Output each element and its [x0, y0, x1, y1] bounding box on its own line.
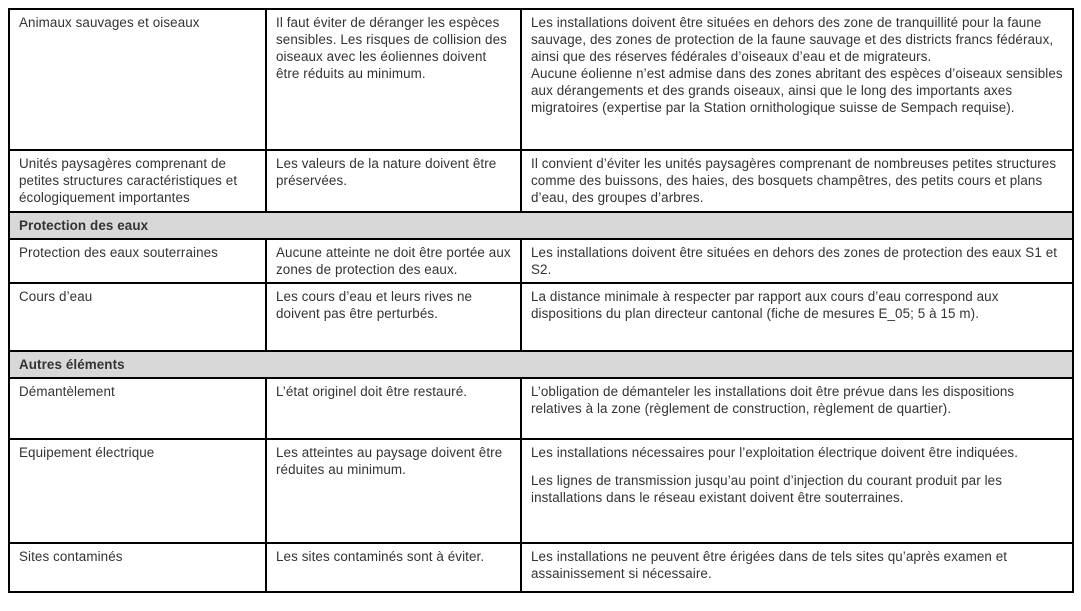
- requirement-cell: [521, 439, 1073, 543]
- requirement-paragraph: Il convient d’éviter les unités paysagères comprenant de nombreuses petites structures comme des buissons, des haies, des bosquets champêtres, des petits cours et plans d’eau, des groupes d’arbres.: [531, 156, 1057, 205]
- requirement-cell: [521, 9, 1073, 150]
- criterion-text: Equipement électrique: [19, 445, 155, 460]
- row-cours-deau: [9, 283, 1073, 351]
- principle-text: Les valeurs de la nature doivent être préservées.: [276, 156, 497, 188]
- criterion-text: Protection des eaux souterraines: [19, 245, 218, 260]
- row-unites-paysageres: [9, 150, 1073, 212]
- requirement-paragraph: Les installations doivent être situées en dehors des zone de tranquillité pour la faune sauvage, des zones de protection de la faune sauvage et des districts francs fédéraux, ainsi que des réserves fédérales d’oiseaux d’eau et de migrateurs.: [531, 15, 1054, 64]
- principle-text: Aucune atteinte ne doit être portée aux zones de protection des eaux.: [276, 245, 511, 277]
- criterion-cell: [9, 439, 266, 543]
- requirement-paragraph: L’obligation de démanteler les installations doit être prévue dans les dispositions relatives à la zone (règlement de construction, règlement de quartier).: [531, 384, 1015, 416]
- wind-turbine-environment-criteria-table: [8, 8, 1074, 593]
- criterion-text: Unités paysagères comprenant de petites structures caractéristiques et écologiquement importantes: [19, 156, 238, 205]
- requirement-cell: [521, 378, 1073, 439]
- principle-text: Il faut éviter de déranger les espèces sensibles. Les risques de collision des oiseaux avec les éoliennes doivent être réduits au minimum.: [276, 15, 507, 81]
- criterion-cell: [9, 283, 266, 351]
- criterion-text: Démantèlement: [19, 384, 115, 399]
- principle-cell: [266, 239, 521, 283]
- row-protection-eaux-souterraines: [9, 239, 1073, 283]
- principle-cell: [266, 9, 521, 150]
- principle-text: L’état originel doit être restauré.: [276, 384, 468, 399]
- criterion-cell: [9, 150, 266, 212]
- principle-cell: [266, 150, 521, 212]
- requirement-paragraph: Les installations nécessaires pour l’exploitation électrique doivent être indiquées.: [531, 445, 1019, 460]
- requirement-paragraph: Aucune éolienne n’est admise dans des zones abritant des espèces d’oiseaux sensibles aux dérangements et des grands oiseaux, ainsi que le long des importants axes migratoires (expertise par la Station ornithologique suisse de Sempach requise).: [531, 66, 1063, 115]
- requirement-cell: [521, 239, 1073, 283]
- section-header: Autres éléments: [9, 351, 1073, 378]
- principle-cell: [266, 439, 521, 543]
- requirement-cell: [521, 283, 1073, 351]
- row-demantelement: [9, 378, 1073, 439]
- section-header: Protection des eaux: [9, 212, 1073, 239]
- row-sites-contamines: [9, 543, 1073, 592]
- requirement-paragraph: Les lignes de transmission jusqu’au point d’injection du courant produit par les installations dans le réseau existant doivent être souterraines.: [531, 473, 1002, 505]
- section-row-protection-des-eaux: [9, 212, 1073, 239]
- requirement-paragraph: Les installations ne peuvent être érigées dans de tels sites qu’après examen et assainissement si nécessaire.: [531, 549, 1008, 581]
- criterion-text: Sites contaminés: [19, 549, 123, 564]
- criterion-cell: [9, 239, 266, 283]
- principle-text: Les atteintes au paysage doivent être réduites au minimum.: [276, 445, 503, 477]
- requirement-cell: [521, 150, 1073, 212]
- criterion-text: Animaux sauvages et oiseaux: [19, 15, 200, 30]
- requirement-cell: [521, 543, 1073, 592]
- principle-text: Les cours d’eau et leurs rives ne doivent pas être perturbés.: [276, 289, 473, 321]
- criterion-cell: [9, 9, 266, 150]
- criterion-cell: [9, 378, 266, 439]
- row-equipement-electrique: [9, 439, 1073, 543]
- principle-cell: [266, 378, 521, 439]
- principle-cell: [266, 283, 521, 351]
- principle-text: Les sites contaminés sont à éviter.: [276, 549, 485, 564]
- section-row-autres-elements: [9, 351, 1073, 378]
- principle-cell: [266, 543, 521, 592]
- row-animaux-sauvages-et-oiseaux: [9, 9, 1073, 150]
- criterion-text: Cours d’eau: [19, 289, 93, 304]
- requirement-paragraph: La distance minimale à respecter par rapport aux cours d’eau correspond aux dispositions du plan directeur cantonal (fiche de mesures E_05; 5 à 15 m).: [531, 289, 999, 321]
- requirement-paragraph: Les installations doivent être situées en dehors des zones de protection des eaux S1 et S2.: [531, 245, 1058, 277]
- criterion-cell: [9, 543, 266, 592]
